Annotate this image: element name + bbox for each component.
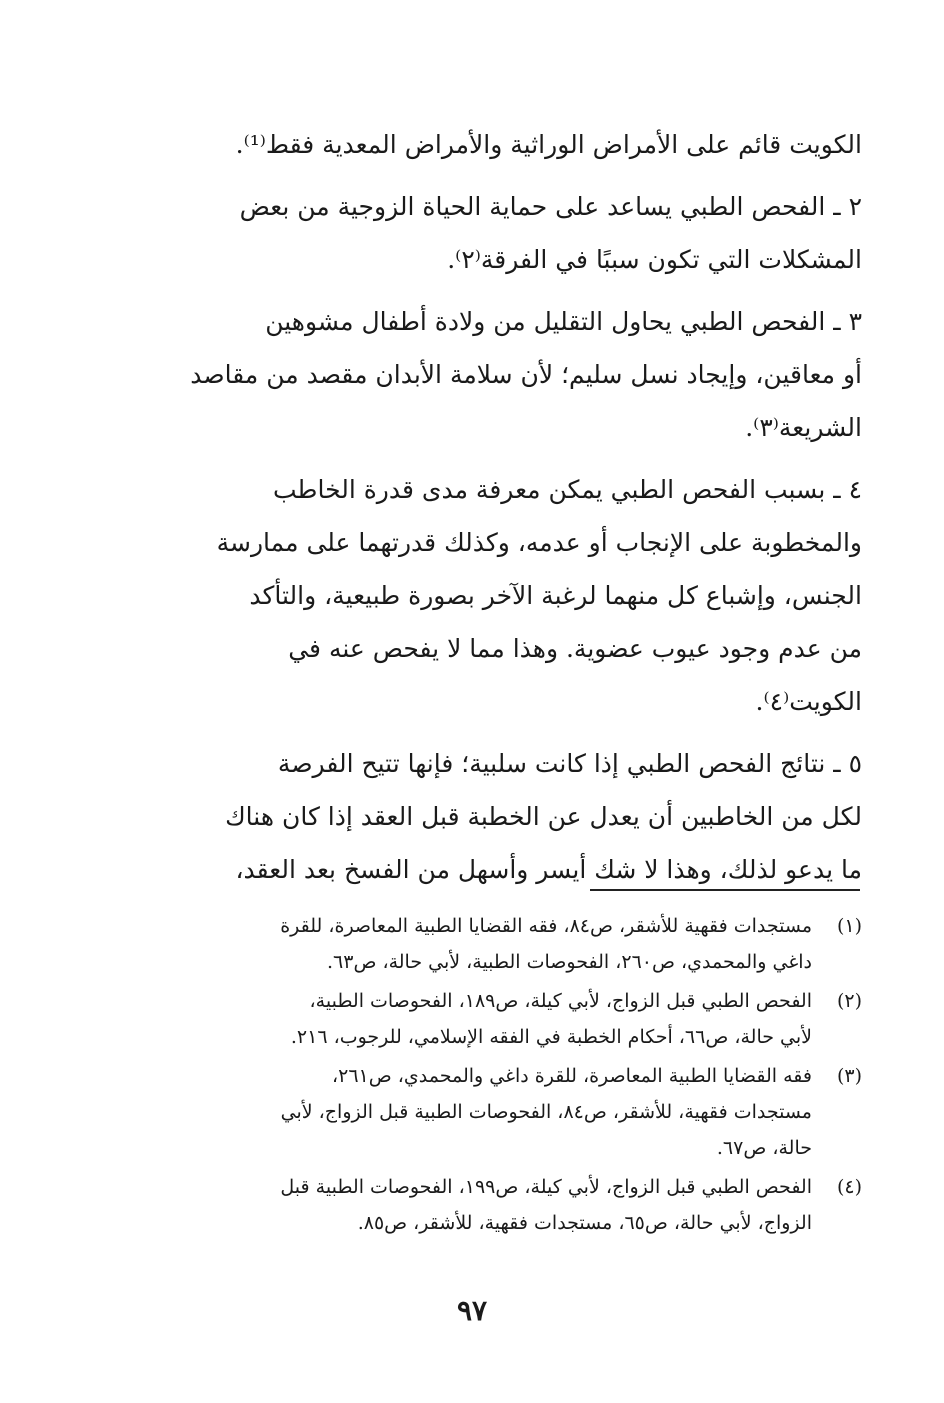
footnote-4 [122, 1169, 862, 1241]
footnote-text: الفحص الطبي قبل الزواج، لأبي كيلة، ص١٨٩، الفحوصات الطبية، لأبي حالة، ص٦٦، أحكام الخطبة في الفقه الإسلامي، للرجوب، ٢١٦. [290, 990, 812, 1048]
footnotes [122, 908, 862, 1244]
paragraph-3: ٣ ـ الفحص الطبي يحاول التقليل من ولادة أطفال مشوهين أو معاقين، وإيجاد نسل سليم؛ لأن سلامة الأبدان مقصد من مقاصد الشريعة⁽٣⁾. [190, 307, 862, 442]
footnote-text: الفحص الطبي قبل الزواج، لأبي كيلة، ص١٩٩، الفحوصات الطبية قبل الزواج، لأبي حالة، ص٦٥، مستجدات فقهية، للأشقر، ص٨٥. [280, 1176, 812, 1234]
footnote-3 [122, 1058, 862, 1166]
footnote-divider [590, 889, 860, 891]
main-text [126, 118, 862, 905]
footnote-text: فقه القضايا الطبية المعاصرة، للقرة داغي والمحمدي، ص٢٦١، مستجدات فقهية، للأشقر، ص٨٤، الفحوصات الطبية قبل الزواج، لأبي حالة، ص٦٧. [280, 1065, 812, 1159]
footnote-number: (٣) [836, 1065, 862, 1087]
paragraph-2: ٢ ـ الفحص الطبي يساعد على حماية الحياة الزوجية من بعض المشكلات التي تكون سببًا في الفرقة⁽٢⁾. [239, 192, 862, 274]
footnote-number: (٢) [836, 990, 862, 1012]
footnote-number: (١) [836, 915, 862, 937]
footnote-number: (٤) [836, 1176, 862, 1198]
page-number: ٩٧ [456, 1294, 488, 1327]
paragraph-4: ٤ ـ بسبب الفحص الطبي يمكن معرفة مدى قدرة الخاطب والمخطوبة على الإنجاب أو عدمه، وكذلك قدرتهما على ممارسة الجنس، وإشباع كل منهما لرغبة الآخر بصورة طبيعية، والتأكد من عدم وجود عيوب عضوية. وهذا مما لا يفحص عنه في الكويت⁽٤⁾. [216, 475, 862, 716]
paragraph-5: ٥ ـ نتائج الفحص الطبي إذا كانت سلبية؛ فإنها تتيح الفرصة لكل من الخاطبين أن يعدل عن الخطبة قبل العقد إذا كان هناك ما يدعو لذلك، وهذا لا شك أيسر وأسهل من الفسخ بعد العقد، [225, 749, 862, 884]
footnote-2 [122, 983, 862, 1055]
paragraph-1-continuation: الكويت قائم على الأمراض الوراثية والأمراض المعدية فقط⁽¹⁾. [235, 130, 862, 159]
footnote-text: مستجدات فقهية للأشقر، ص٨٤، فقه القضايا الطبية المعاصرة، للقرة داغي والمحمدي، ص٢٦٠، الفحوصات الطبية، لأبي حالة، ص٦٣. [280, 915, 812, 973]
footnote-1 [122, 908, 862, 980]
